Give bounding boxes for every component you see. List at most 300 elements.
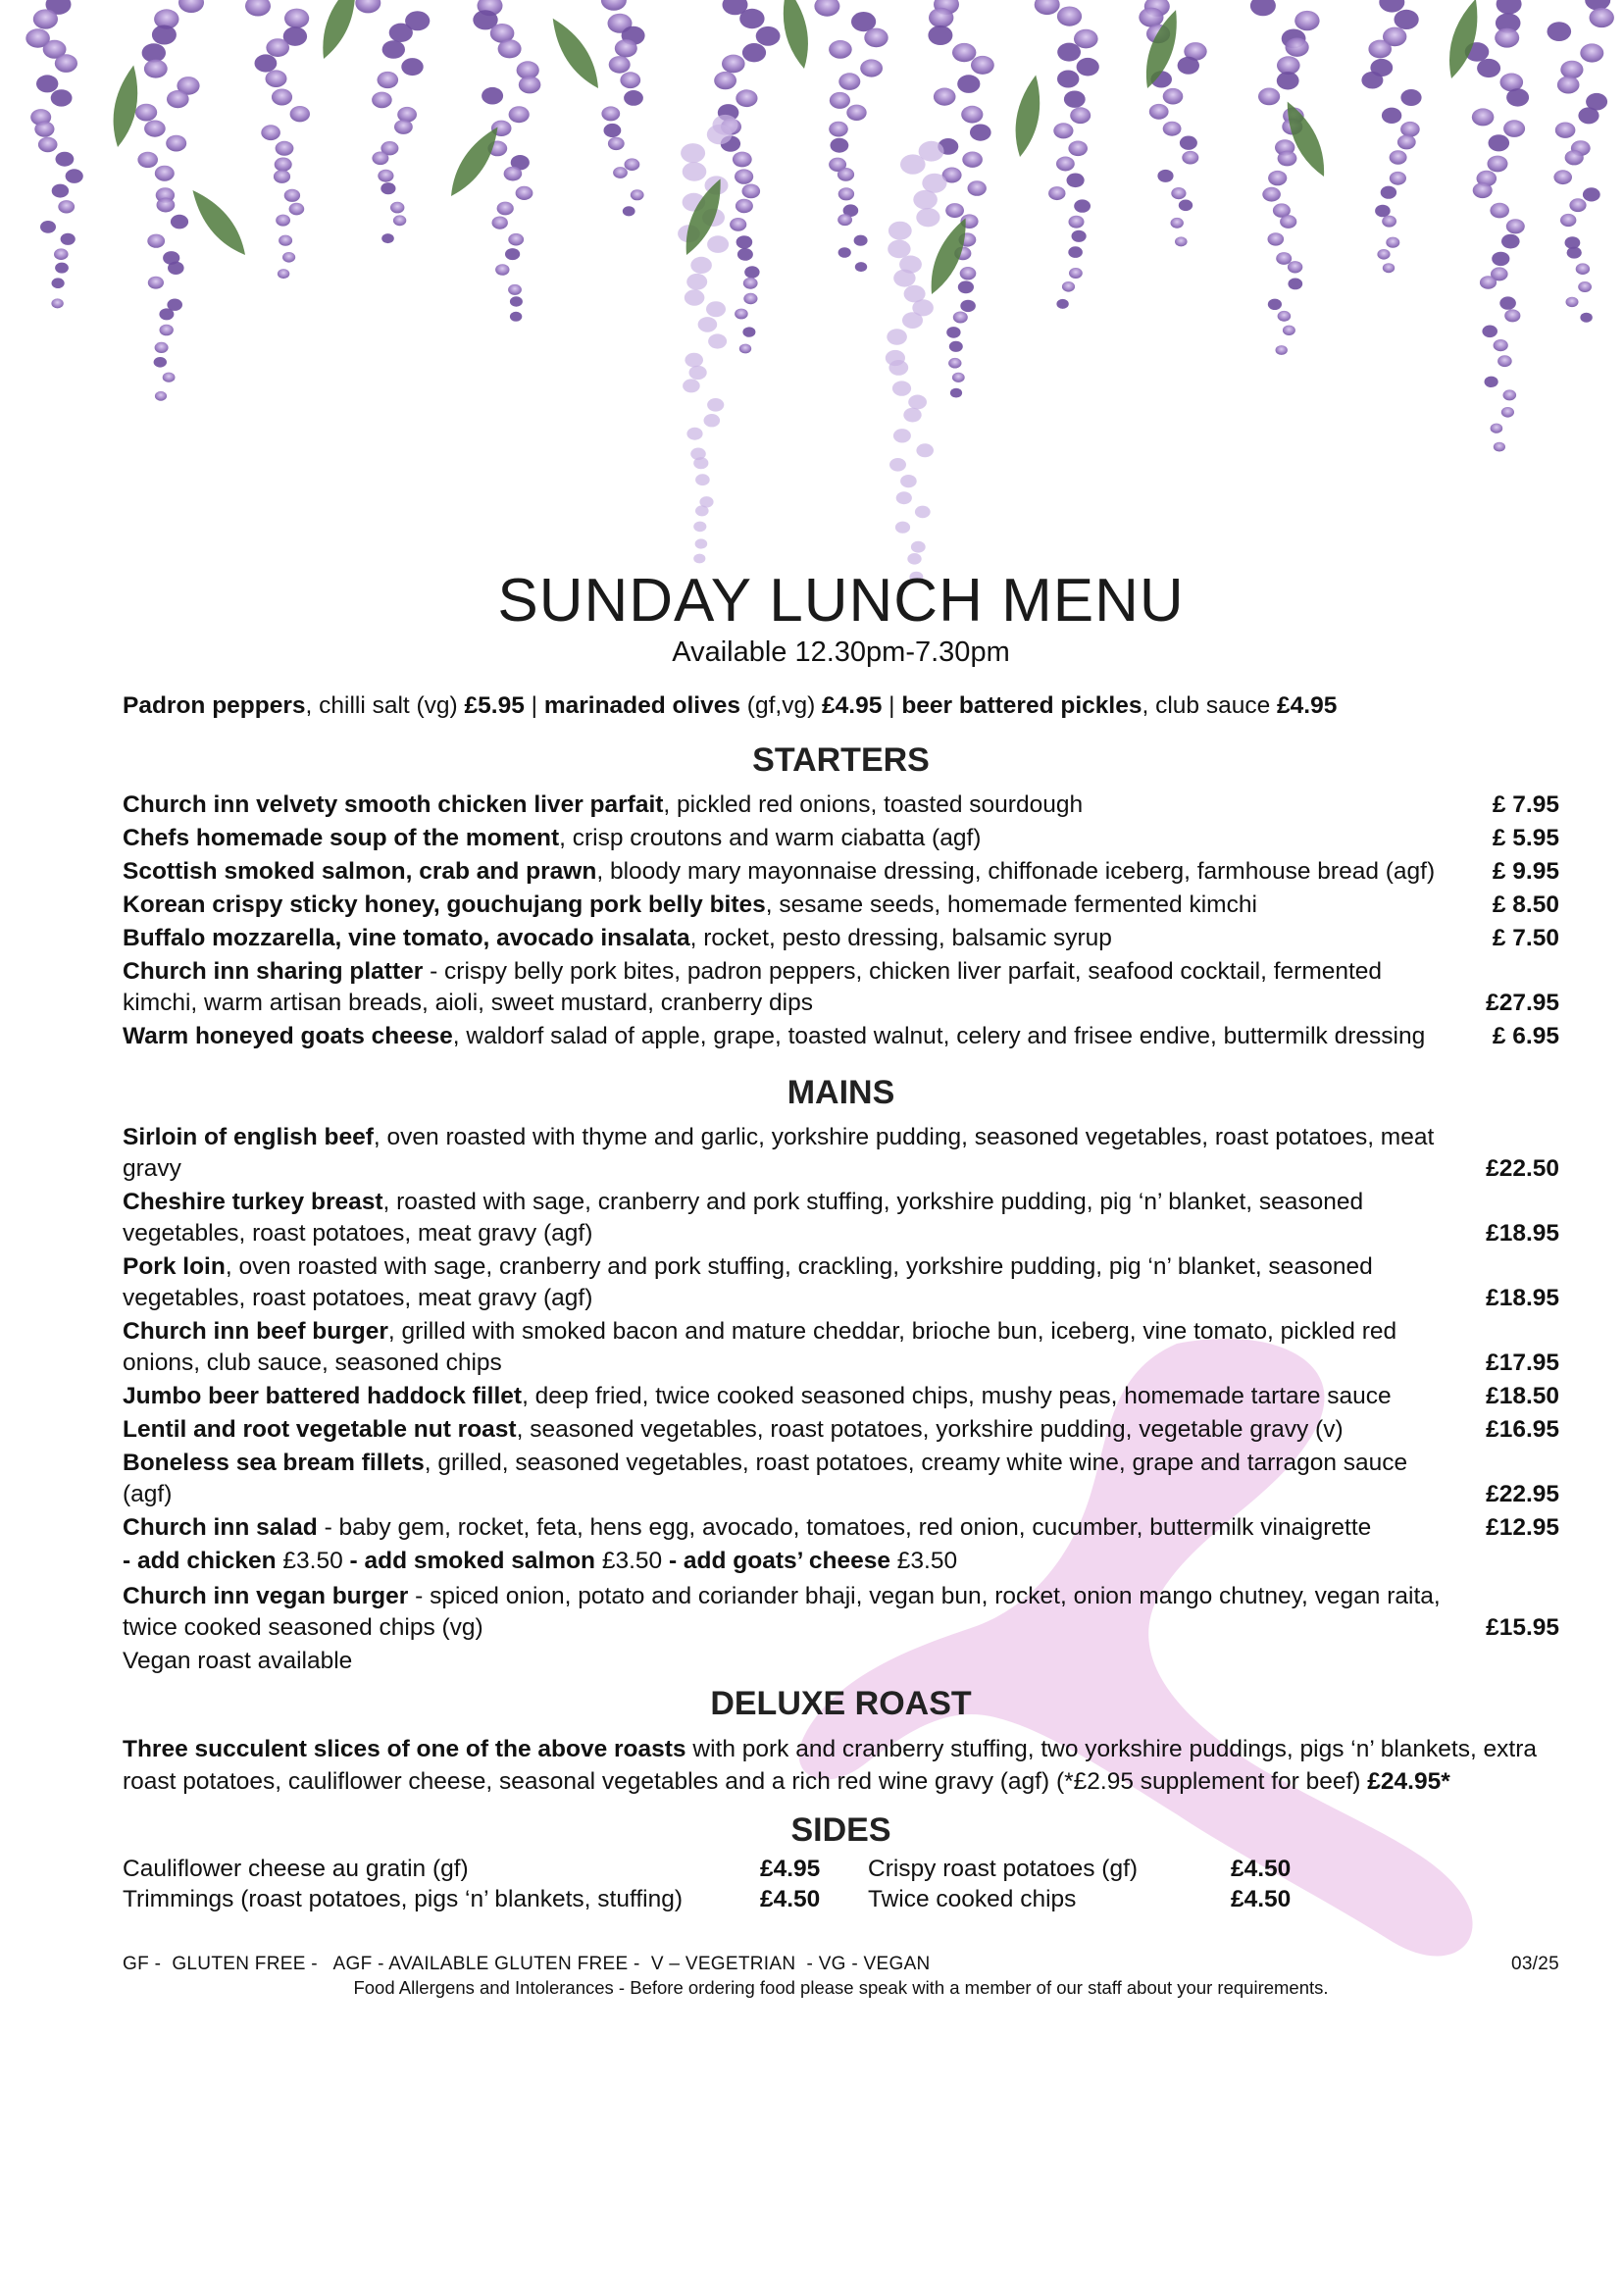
wisteria-petal [279,235,292,246]
deluxe-name: Three succulent slices of one of the above roasts [123,1736,686,1763]
wisteria-petal [1294,11,1319,30]
wisteria-petal [958,280,974,293]
wisteria-petal [957,75,980,93]
wisteria-petal [289,203,305,216]
extra-name: marinaded olives [543,692,740,720]
menu-item [123,789,1559,821]
wisteria-petal [733,152,752,168]
wisteria-petal [1377,249,1390,260]
wisteria-petal [693,457,708,469]
wisteria-petal [1368,40,1392,59]
wisteria-petal [394,120,413,134]
wisteria-petal [1069,268,1083,279]
wisteria-petal [52,278,65,288]
wisteria-petal [33,9,58,28]
wisteria-petal [1395,10,1419,29]
wisteria-petal [282,252,295,263]
item-name: Pork loin [123,1253,226,1281]
wisteria-petal [689,366,707,380]
wisteria-petal [36,75,58,92]
wisteria-petal [693,554,705,564]
availability-hours: Available 12.30pm-7.30pm [672,637,1010,669]
addon-label: - add chicken [123,1548,277,1575]
wisteria-petal [736,199,753,213]
wisteria-petal [742,43,766,62]
wisteria-petal [1485,377,1498,387]
wisteria-petal [1077,58,1099,76]
wisteria-petal [137,152,158,168]
wisteria-petal [1062,281,1075,292]
wisteria-petal [1555,123,1576,138]
wisteria-petal [1560,214,1576,227]
wisteria-petal [952,373,965,382]
wisteria-petal [510,312,522,322]
wisteria-leaf [184,183,254,262]
wisteria-petal [695,474,710,485]
wisteria-petal [1480,276,1497,289]
deluxe-price: £24.95* [1367,1768,1450,1796]
wisteria-petal [1068,246,1083,258]
wisteria-petal [962,152,983,168]
wisteria-petal [893,270,915,287]
wisteria-petal [135,104,157,122]
wisteria-petal [1288,279,1302,290]
wisteria-petal [163,373,176,382]
wisteria-petal [382,40,405,59]
wisteria-petal [736,89,757,107]
wisteria-petal [685,289,705,305]
wisteria-petal [838,187,854,200]
wisteria-petal [1157,170,1173,182]
wisteria-petal [714,72,736,89]
wisteria-petal [274,170,290,183]
item-price: £18.95 [1486,1285,1559,1312]
item-price: £18.50 [1486,1383,1559,1410]
wisteria-petal [961,106,983,124]
wisteria-petal [1056,157,1075,172]
wisteria-petal [266,38,289,57]
menu-item [123,923,1559,954]
item-name: Church inn sharing platter [123,958,424,986]
item-price: £17.95 [1486,1350,1559,1377]
wisteria-petal [846,105,866,121]
wisteria-petal [401,58,423,76]
item-name: Jumbo beer battered haddock fillet [123,1383,523,1410]
wisteria-petal [686,428,702,440]
side-name: Crispy roast potatoes (gf) [868,1856,1139,1883]
wisteria-petal [155,342,169,353]
addon-price: £3.50 [890,1548,958,1575]
menu-sheet [123,569,1559,1999]
wisteria-petal [397,107,417,123]
sides-heading: SIDES [790,1811,891,1850]
item-name: Buffalo mozzarella, vine tomato, avocado insalata [123,925,690,952]
menu-item [123,1122,1559,1185]
item-description: , deep fried, twice cooked seasoned chips, mushy peas, homemade tartare sauce [522,1383,1392,1410]
mains-list-vegan [123,1581,1559,1644]
wisteria-petal [829,122,848,137]
wisteria-petal [730,218,746,231]
wisteria-petal [736,235,753,248]
wisteria-petal [40,221,56,233]
wisteria-petal [1557,76,1580,94]
wisteria-petal [1506,219,1525,233]
wisteria-petal [1258,88,1280,106]
dietary-key [123,1954,1559,1975]
wisteria-petal [1171,218,1184,229]
wisteria-petal [504,167,523,181]
wisteria-petal [275,158,292,172]
wisteria-petal [704,414,721,427]
wisteria-petal [284,9,309,28]
addon-label: - add goats’ cheese [668,1548,890,1575]
item-name: Sirloin of english beef [123,1124,374,1151]
wisteria-petal [55,263,69,274]
wisteria-petal [381,233,394,243]
wisteria-petal [1070,107,1091,124]
menu-version-code: 03/25 [1510,1954,1559,1975]
wisteria-petal [742,327,755,336]
wisteria-petal [601,106,620,121]
wisteria-petal [615,39,637,57]
menu-item [123,1316,1559,1379]
side-price: £4.50 [1231,1886,1292,1913]
wisteria-petal [372,92,392,109]
wisteria-petal [1149,104,1169,120]
wisteria-leaf [777,0,815,71]
wisteria-petal [896,491,912,504]
wisteria-petal [888,222,912,240]
wisteria-petal [735,309,748,320]
extra-price: £5.95 [464,692,525,720]
allergen-notice: Food Allergens and Intolerances - Before ordering food please speak with a member of our staff about your requirements. [353,1977,1329,1999]
deluxe-desc: with pork and cranberry stuffing, two yorkshire puddings, pigs ‘n’ blankets, extra roast potatoes, cauliflower cheese, seasonal vegetables and a rich red wine gravy (agf) (*£2.95 supplement for beef) [123,1736,1538,1796]
extra-detail: , chilli salt (vg) [305,692,465,720]
item-price: £ 9.95 [1492,858,1559,886]
wisteria-petal [1565,150,1584,165]
side-price: £4.50 [1231,1856,1292,1883]
item-price: £18.95 [1486,1220,1559,1248]
wisteria-petal [1067,174,1085,188]
wisteria-petal [838,247,851,258]
wisteria-petal [1163,122,1182,136]
wisteria-petal [1491,424,1503,433]
wisteria-banner [0,0,1624,588]
wisteria-petal [390,202,404,214]
wisteria-petal [1390,150,1407,164]
wisteria-petal [934,88,956,106]
wisteria-petal [166,135,186,152]
wisteria-petal [889,458,906,472]
wisteria-petal [686,274,707,290]
wisteria-petal [1074,199,1091,212]
wisteria-petal [1506,88,1529,106]
wisteria-petal [960,267,977,280]
wisteria-petal [900,154,926,174]
wisteria-petal [159,308,174,320]
wisteria-petal [52,184,69,198]
wisteria-petal [1179,200,1193,212]
wisteria-petal [903,408,921,423]
menu-item [123,1187,1559,1249]
wisteria-petal [1488,156,1508,173]
wisteria-petal [1560,61,1583,79]
wisteria-petal [1580,313,1592,323]
wisteria-petal [1268,232,1285,245]
wisteria-petal [516,186,533,200]
wisteria-petal [372,152,388,166]
wisteria-petal [837,214,852,226]
wisteria-petal [707,125,733,144]
item-name: Warm honeyed goats cheese [123,1023,453,1050]
item-name: Church inn salad [123,1514,318,1542]
wisteria-petal [953,312,968,324]
wisteria-petal [54,248,69,260]
wisteria-petal [913,190,938,210]
wisteria-leaf [314,0,365,63]
item-description: - crispy belly pork bites, padron peppers, chicken liver parfait, seafood cocktail, fermented kimchi, warm artisan breads, aioli, sweet mustard, cranberry dips [123,958,1383,1017]
wisteria-petal [1277,72,1299,89]
menu-item [123,1381,1559,1412]
wisteria-petal [510,296,523,306]
wisteria-petal [1178,57,1199,75]
wisteria-petal [916,443,934,457]
wisteria-petal [860,59,883,76]
wisteria-petal [902,312,923,329]
wisteria-petal [952,43,976,62]
wisteria-petal [1064,91,1086,108]
wisteria-petal [482,87,503,105]
wisteria-petal [1503,389,1517,400]
wisteria-petal [1068,141,1088,157]
wisteria-petal [157,198,176,213]
wisteria-petal [168,262,184,275]
wisteria-petal [739,9,764,28]
wisteria-petal [167,90,189,108]
wisteria-petal [1494,442,1505,452]
wisteria-petal [154,357,167,368]
wisteria-petal [739,344,751,354]
wisteria-petal [1250,0,1276,16]
wisteria-petal [355,0,381,13]
wisteria-petal [1057,43,1081,62]
wisteria-petal [1283,326,1295,335]
wisteria-petal [178,0,204,13]
wisteria-petal [1386,237,1399,248]
item-description: , pickled red onions, toasted sourdough [663,791,1084,819]
wisteria-petal [1503,120,1525,137]
extra-price: £4.95 [822,692,883,720]
wisteria-petal [393,215,406,226]
wisteria-petal [1286,38,1309,57]
wisteria-petal [1501,407,1514,418]
addon-price: £3.50 [276,1548,350,1575]
wisteria-petal [505,248,520,260]
wisteria-petal [887,329,907,345]
wisteria-petal [1472,108,1495,126]
wisteria-petal [971,56,994,75]
wisteria-petal [864,28,888,48]
wisteria-petal [620,72,640,88]
menu-item [123,1448,1559,1510]
wisteria-petal [743,293,757,304]
menu-item [123,1581,1559,1644]
item-description: - spiced onion, potato and coriander bhaji, vegan bun, rocket, onion mango chutney, vegan raita, twice cooked seasoned chips (vg) [123,1583,1441,1642]
wisteria-petal [911,541,926,553]
extras-separator: | [882,692,902,720]
wisteria-petal [1383,263,1395,273]
wisteria-petal [1375,205,1391,218]
wisteria-petal [284,189,300,202]
wisteria-petal [829,40,852,59]
wisteria-petal [949,341,963,352]
wisteria-petal [1578,107,1599,124]
deluxe-roast-description [123,1733,1559,1798]
item-price: £15.95 [1486,1614,1559,1642]
extra-name: beer battered pickles [901,692,1142,720]
wisteria-petal [1171,187,1186,199]
wisteria-petal [1382,108,1401,124]
wisteria-petal [1278,151,1297,167]
wisteria-petal [1583,187,1600,201]
wisteria-petal [683,379,700,392]
wisteria-petal [706,301,726,317]
wisteria-petal [1057,7,1082,26]
wisteria-petal [1492,252,1509,266]
wisteria-petal [1494,339,1508,351]
item-name: Church inn vegan burger [123,1583,409,1610]
wisteria-petal [497,202,514,216]
wisteria-petal [968,180,987,196]
wisteria-petal [1548,22,1572,41]
wisteria-petal [916,208,939,227]
wisteria-petal [970,125,991,141]
wisteria-petal [144,121,166,137]
wisteria-petal [509,106,530,123]
wisteria-petal [1379,0,1404,13]
wisteria-petal [1361,72,1383,89]
wisteria-leaf [543,13,607,94]
wisteria-petal [492,217,508,229]
wisteria-petal [895,522,910,534]
wisteria-petal [756,26,781,46]
wisteria-petal [1056,299,1068,309]
wisteria-petal [1382,216,1396,228]
wisteria-petal [907,553,921,565]
item-price: £22.50 [1486,1155,1559,1183]
wisteria-petal [929,8,953,27]
item-name: Lentil and root vegetable nut roast [123,1416,517,1444]
wisteria-petal [55,54,77,73]
starters-list [123,789,1559,1052]
wisteria-petal [1497,0,1522,14]
extra-price: £4.95 [1277,692,1338,720]
item-description: , roasted with sage, cranberry and pork stuffing, yorkshire pudding, pig ‘n’ blanket, seasoned vegetables, roast potatoes, meat gravy (agf) [123,1189,1364,1248]
wisteria-petal [389,24,413,42]
addon-price: £3.50 [595,1548,669,1575]
menu-item [123,1512,1559,1544]
wisteria-petal [1163,88,1184,105]
wisteria-petal [613,167,628,178]
item-description: , rocket, pesto dressing, balsamic syrup [689,925,1112,952]
dietary-key-text: GF - GLUTEN FREE - AGF - AVAILABLE GLUTEN FREE - V – VEGETRIAN - VG - VEGAN [123,1954,931,1975]
wisteria-petal [908,395,927,410]
wisteria-petal [737,248,753,261]
wisteria-petal [66,169,83,183]
wisteria-petal [900,475,917,487]
wisteria-petal [58,200,75,213]
menu-item [123,1251,1559,1314]
wisteria-petal [155,391,167,401]
wisteria-petal [266,70,287,87]
wisteria-petal [1501,234,1520,249]
item-description: - baby gem, rocket, feta, hens egg, avocado, tomatoes, red onion, cucumber, buttermilk vinaigrette [317,1514,1372,1542]
wisteria-petal [276,141,294,156]
side-name: Twice cooked chips [868,1886,1077,1913]
wisteria-petal [1482,326,1497,338]
wisteria-petal [915,506,931,519]
wisteria-petal [508,233,524,246]
wisteria-petal [1035,0,1060,15]
wisteria-petal [1069,216,1085,229]
wisteria-petal [1477,59,1500,77]
wisteria-petal [1567,247,1582,259]
wisteria-petal [1497,355,1512,367]
item-name: Boneless sea bream fillets [123,1450,425,1477]
wisteria-petal [831,138,849,153]
item-name: Cheshire turkey breast [123,1189,383,1216]
wisteria-petal [495,264,509,276]
item-description: , waldorf salad of apple, grape, toasted walnut, celery and frisee endive, buttermilk dressing [452,1023,1426,1050]
wisteria-petal [1048,186,1065,200]
wisteria-petal [928,25,952,45]
wisteria-petal [695,538,708,548]
wisteria-petal [830,92,850,109]
wisteria-petal [56,152,75,167]
wisteria-petal [735,169,753,183]
item-description: , oven roasted with sage, cranberry and pork stuffing, crackling, yorkshire pudding, pig ‘n’ blanket, seasoned vegetables, roast potatoes, meat gravy (agf) [123,1253,1373,1312]
vegan-roast-note: Vegan roast available [123,1648,353,1675]
deluxe-heading: DELUXE ROAST [710,1685,972,1723]
wisteria-petal [1381,186,1396,199]
wisteria-petal [1569,198,1586,212]
wisteria-petal [1576,263,1590,275]
wisteria-petal [51,298,63,308]
wisteria-petal [742,184,761,199]
wisteria-petal [160,325,174,336]
wisteria-petal [152,25,177,45]
item-name: Korean crispy sticky honey, gouchujang pork belly bites [123,891,766,919]
wisteria-petal [888,240,910,259]
wisteria-petal [1400,122,1420,137]
wisteria-petal [695,505,709,516]
item-price: £27.95 [1486,990,1559,1017]
wisteria-petal [945,203,964,218]
wisteria-petal [690,257,712,274]
wisteria-petal [1074,29,1098,49]
addon-label: - add smoked salmon [349,1548,596,1575]
wisteria-petal [155,166,175,181]
wisteria-petal [707,235,729,253]
item-description: , sesame seeds, homemade fermented kimchi [765,891,1257,919]
wisteria-petal [922,174,946,193]
menu-item [123,890,1559,921]
wisteria-petal [681,143,705,163]
wisteria-petal [1490,203,1509,219]
wisteria-petal [1278,311,1292,322]
mains-heading: MAINS [787,1074,895,1112]
extras-line [123,692,1559,720]
